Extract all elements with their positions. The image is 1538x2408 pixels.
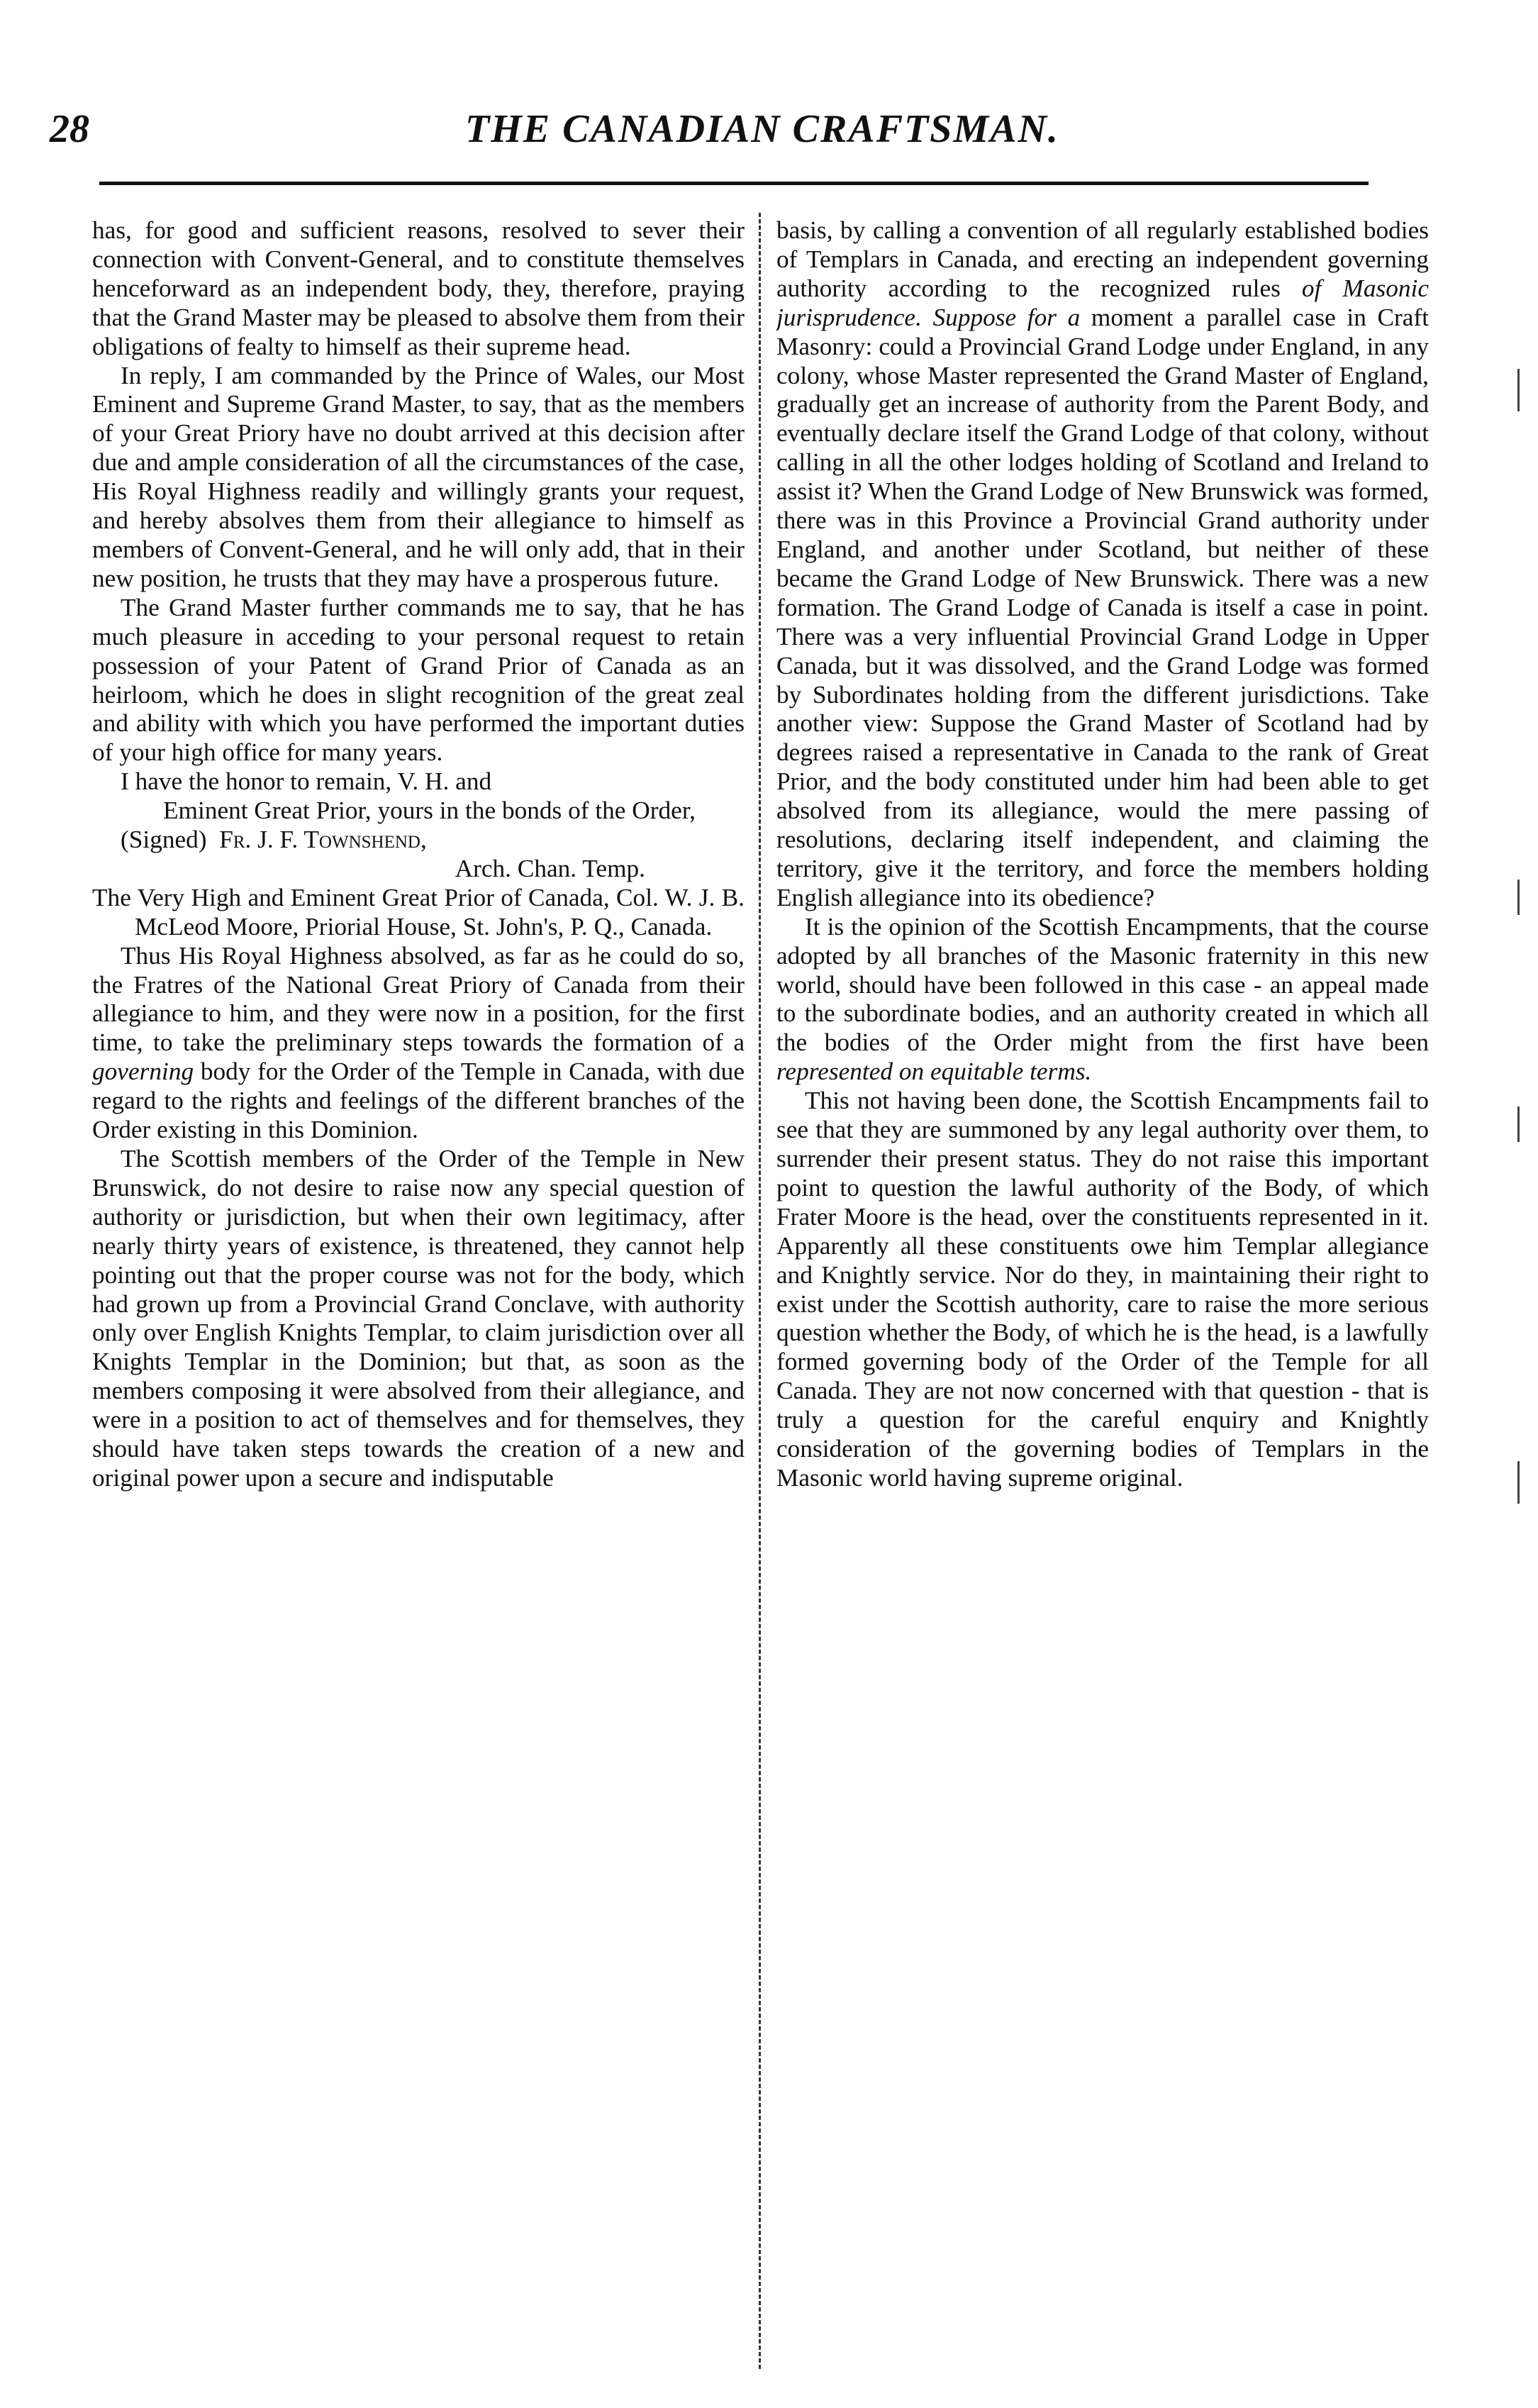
header-rule xyxy=(99,182,1369,185)
page-header xyxy=(50,106,1475,163)
running-title: THE CANADIAN CRAFTSMAN. xyxy=(465,107,1059,151)
italic-text: Suppose for a xyxy=(921,303,1081,331)
paragraph: In reply, I am commanded by the Prince of Wales, our Most Eminent and Supreme Grand Master, to say, that as the members of your Great Priory have no doubt arrived at this decision after due and ample consideration of all the circumstances of the case, His Royal Highness readily and willingly grants your request, and hereby absolves them from their allegiance to himself as members of Convent-General, and he will only add, that in their new position, he trusts that they may have a prosperous future. xyxy=(92,361,745,592)
paragraph xyxy=(92,942,745,1145)
edge-mark xyxy=(1517,1106,1520,1142)
italic-text: represented on equitable terms. xyxy=(776,1058,1092,1086)
address-block: The Very High and Eminent Great Prior of Canada, Col. W. J. B. McLeod Moore, Priorial House, St. John's, P. Q., Canada. xyxy=(92,883,745,941)
text-run: Thus His Royal Highness absolved, as far as he could do so, the Fratres of the National Great Priory of Canada from their allegiance to him, and they were now in a position, for the first time, to take the preliminary steps towards the formation of a xyxy=(92,941,745,1057)
edge-mark xyxy=(1517,1461,1520,1504)
signatory-name: Fr. J. F. Townshend, xyxy=(219,826,427,854)
paragraph xyxy=(776,913,1429,1087)
edge-mark xyxy=(1517,369,1520,411)
signed-label: (Signed) xyxy=(121,826,207,854)
edge-mark xyxy=(1517,880,1520,915)
text-run: It is the opinion of the Scottish Encampments, that the course adopted by all branches of the Masonic fraternity in this new world, should have been followed in this case - an appeal made to the subordinate bodies, and an authority created in which all the bodies of the Order might from the first have been xyxy=(776,912,1429,1057)
italic-text: governing xyxy=(92,1058,194,1086)
right-column xyxy=(776,216,1429,2387)
italic-text: of Masonic jurisprudence. xyxy=(776,274,1429,331)
signatory-title: Arch. Chan. Temp. xyxy=(455,854,645,882)
paragraph: This not having been done, the Scottish Encampments fail to see that they are summoned by any legal authority over them, to surrender their present status. They do not raise this important point to question the lawful authority of the Body, of which Frater Moore is the head, over the constituents represented in it. Apparently all these constituents owe him Templar allegiance and Knightly service. Nor do they, in maintaining their right to exist under the Scottish authority, care to raise the more serious question whether the Body, of which he is the head, is a lawfully formed governing body of the Order of the Temple for all Canada. They are not now concerned with that question - that is truly a question for the careful enquiry and Knightly consideration of the governing bodies of Templars in the Masonic world having supreme original. xyxy=(776,1087,1429,1492)
text-run: body for the Order of the Temple in Canada, with due regard to the rights and feelings of the different branches of the Order existing in this Dominion. xyxy=(92,1058,745,1144)
column-divider xyxy=(759,213,761,2369)
paragraph: The Grand Master further commands me to say, that he has much pleasure in acceding to your personal request to retain possession of your Patent of Grand Prior of Canada as an heirloom, which he does in slight recognition of the great zeal and ability with which you have performed the important duties of your high office for many years. xyxy=(92,593,745,767)
paragraph: has, for good and sufficient reasons, resolved to sever their connection with Convent-General, and to constitute themselves henceforward as an independent body, they, therefore, praying that the Grand Master may be pleased to absolve them from their obligations of fealty to himself as their supreme head. xyxy=(92,216,745,360)
signature-line xyxy=(92,826,745,855)
text-run: moment a parallel case in Craft Masonry: could a Provincial Grand Lodge under England, in any colony, whose Master represented the Grand Master of England, gradually get an increase of authority from the Parent Body, and eventually declare itself the Grand Lodge of that colony, without calling in all the other lodges holding of Scotland and Ireland to assist it? When the Grand Lodge of New Brunswick was formed, there was in this Province a Provincial Grand authority under England, and another under Scotland, but neither of these became the Grand Lodge of New Brunswick. There was a new formation. The Grand Lodge of Canada is itself a case in point. There was a very influential Provincial Grand Lodge in Upper Canada, but it was dissolved, and the Grand Lodge was formed by Subordinates holding from the different jurisdictions. Take another view: Suppose the Grand Master of Scotland had by degrees raised a representative in Canada to the rank of Great Prior, and the body constituted under him had been able to get absolved from its allegiance, would the mere passing of resolutions, declaring itself independent, and claiming the territory, give it the territory, and force the members holding English allegiance into its obedience? xyxy=(776,303,1429,911)
page-number: 28 xyxy=(50,107,89,151)
paragraph xyxy=(776,216,1429,913)
closing-line: I have the honor to remain, V. H. and xyxy=(121,767,492,796)
paragraph: The Scottish members of the Order of the Temple in New Brunswick, do not desire to raise now any special question of authority or jurisdiction, but when their own legitimacy, after nearly thirty years of existence, is threatened, they cannot help pointing out that the proper course was not for the body, which had grown up from a Provincial Grand Conclave, with authority only over English Knights Templar, to claim jurisdiction over all Knights Templar in the Dominion; but that, as soon as the members composing it were absolved from their allegiance, and were in a position to act of themselves and for themselves, they should have taken steps towards the creation of a new and original power upon a secure and indisputable xyxy=(92,1145,745,1492)
closing-line: Eminent Great Prior, yours in the bonds of the Order, xyxy=(163,797,696,825)
left-column xyxy=(92,216,745,2387)
text-run: basis, by calling a convention of all regularly established bodies of Templars in Canada, and erecting an independent governing authority according to the recognized rules xyxy=(776,216,1429,302)
